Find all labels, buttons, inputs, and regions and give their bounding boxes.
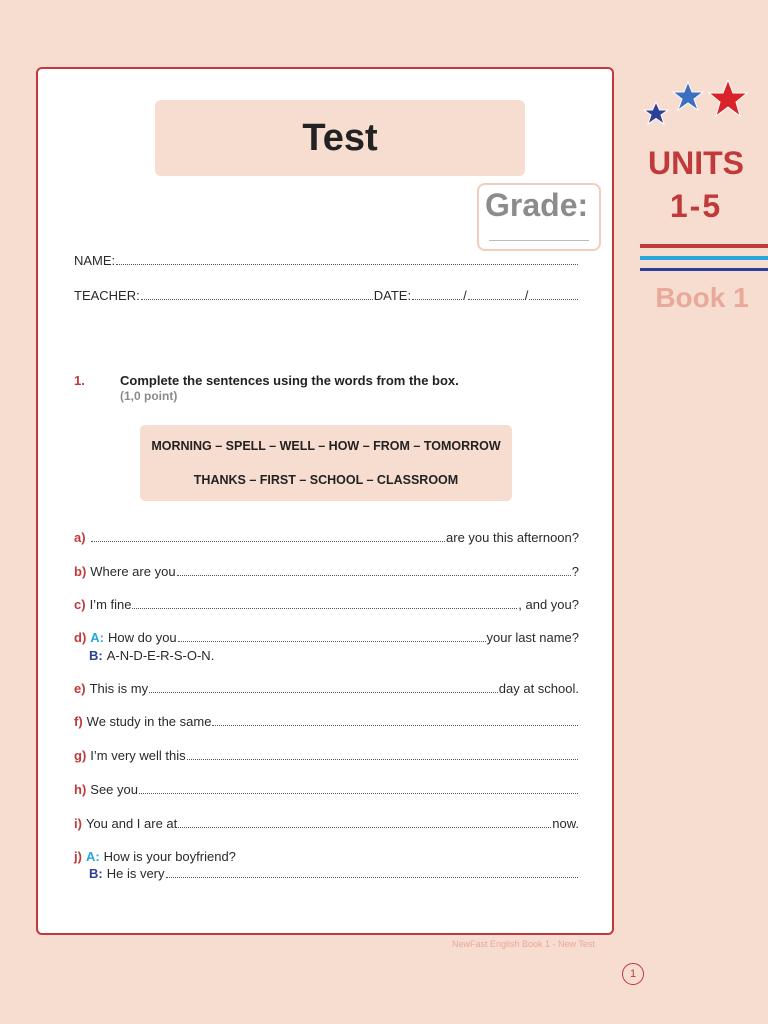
item-label: d)	[74, 630, 87, 645]
date-year-field[interactable]	[529, 298, 578, 300]
stripe-navy	[640, 268, 768, 271]
answer-field[interactable]	[212, 724, 578, 726]
item-text: How do you	[108, 630, 177, 645]
item-i	[74, 816, 579, 831]
date-separator: /	[524, 288, 529, 303]
answer-field[interactable]	[187, 758, 578, 760]
item-d	[74, 630, 579, 645]
item-label: j)	[74, 849, 82, 864]
word-box-line: THANKS – FIRST – SCHOOL – CLASSROOM	[193, 473, 459, 487]
answer-field[interactable]	[166, 876, 578, 878]
item-label: e)	[74, 681, 86, 696]
speaker-a: A:	[90, 630, 104, 645]
name-field[interactable]	[116, 263, 578, 265]
item-text: now.	[552, 816, 579, 831]
question-title: Complete the sentences using the words from the box.	[120, 373, 459, 388]
footer-text: NewFast English Book 1 - New Test	[452, 939, 595, 949]
answer-field[interactable]	[178, 826, 551, 828]
test-sheet	[36, 67, 614, 935]
item-text: A-N-D-E-R-S-O-N.	[106, 648, 215, 663]
word-box	[140, 425, 512, 501]
answer-field[interactable]	[178, 640, 486, 642]
item-c	[74, 597, 579, 612]
grade-field[interactable]	[489, 240, 589, 241]
star-icon	[709, 80, 747, 116]
item-label: a)	[74, 530, 86, 545]
item-j-reply	[89, 866, 579, 881]
item-text: We study in the same	[86, 714, 212, 729]
item-d-reply	[89, 648, 214, 663]
answer-field[interactable]	[91, 540, 445, 542]
units-title: UNITS	[648, 145, 744, 181]
item-text: I’m very well this	[90, 748, 186, 763]
question-points: (1,0 point)	[120, 389, 178, 403]
stripe-blue	[640, 256, 768, 260]
item-text: I’m fine	[89, 597, 132, 612]
item-g	[74, 748, 579, 763]
date-label: DATE:	[373, 288, 412, 303]
item-text: See you	[90, 782, 138, 797]
speaker-a: A:	[85, 849, 100, 864]
item-text: He is very	[106, 866, 165, 881]
item-text: ?	[571, 564, 579, 579]
item-label: f)	[74, 714, 83, 729]
question-number: 1.	[74, 373, 85, 388]
item-label: c)	[74, 597, 86, 612]
item-label: h)	[74, 782, 87, 797]
item-b	[74, 564, 579, 579]
stripe-red	[640, 244, 768, 248]
stars-decoration	[640, 78, 752, 134]
item-e	[74, 681, 579, 696]
item-h	[74, 782, 579, 797]
item-label: i)	[74, 816, 82, 831]
item-text: This is my	[89, 681, 149, 696]
teacher-row	[74, 288, 579, 303]
item-a	[74, 530, 579, 545]
grade-box	[477, 183, 601, 251]
star-icon	[644, 102, 668, 124]
word-box-line: MORNING – SPELL – WELL – HOW – FROM – TOMORROW	[151, 439, 501, 453]
name-row	[74, 253, 579, 268]
answer-field[interactable]	[139, 792, 578, 794]
date-separator: /	[463, 288, 467, 303]
grade-label: Grade:	[485, 187, 589, 223]
teacher-field[interactable]	[141, 298, 373, 300]
answer-field[interactable]	[132, 607, 517, 609]
item-text: are you this afternoon?	[446, 530, 579, 545]
book-label: Book 1	[655, 282, 749, 313]
item-f	[74, 714, 579, 729]
date-day-field[interactable]	[412, 298, 462, 300]
answer-field[interactable]	[177, 574, 571, 576]
name-label: NAME:	[74, 253, 116, 268]
item-text: your last name?	[486, 630, 579, 645]
item-text: Where are you	[90, 564, 176, 579]
item-text: How is your boyfriend?	[103, 849, 236, 864]
item-label: b)	[74, 564, 87, 579]
item-text: You and I are at	[85, 816, 178, 831]
speaker-b: B:	[89, 866, 103, 881]
speaker-b: B:	[89, 648, 103, 663]
teacher-label: TEACHER:	[74, 288, 140, 303]
star-icon	[673, 82, 703, 110]
page-title: Test	[155, 100, 525, 176]
item-text: , and you?	[518, 597, 579, 612]
item-j	[74, 849, 579, 864]
date-month-field[interactable]	[468, 298, 524, 300]
units-range: 1-5	[669, 188, 723, 224]
item-label: g)	[74, 748, 87, 763]
answer-field[interactable]	[149, 691, 498, 693]
item-text: day at school.	[498, 681, 579, 696]
page-number: 1	[622, 963, 644, 985]
